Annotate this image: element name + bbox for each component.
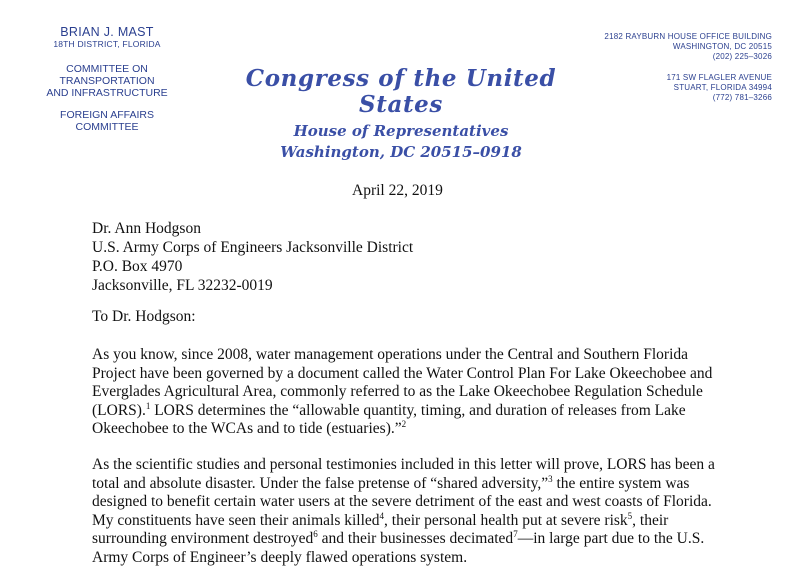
footnote-ref-7: 7 [513,529,518,540]
committee-foreign-affairs-line2: COMMITTEE [75,121,139,133]
p2-text-4: , their surrounding environment destroyed [92,511,669,548]
congress-title: Congress of the United States [245,65,557,118]
body-paragraph-1 [92,346,732,439]
p2-text-1: As the scientific studies and personal testimonies included in this letter will prove, LORS has been a total and absolute disaster. Under the false pretense of “shared adversity,” [92,456,715,492]
letterhead-center [236,66,566,162]
letter-date: April 22, 2019 [352,182,443,199]
washington-address: Washington, DC 20515–0918 [280,143,522,161]
recipient-po-box: P.O. Box 4970 [92,258,183,275]
p1-text-1: As you know, since 2008, water management operations under the Central and Southern Florida Project have been governed by a document called the Water Control Plan For Lake Okeechobee and Everglades Agricultural Area, commonly referred to as the Lake Okeechobee Regulation Schedule (LORS). [92,346,713,419]
dc-office-line2: WASHINGTON, DC 20515 [672,42,772,51]
p2-text-3: , their personal health put at severe risk [384,511,628,529]
member-name: BRIAN J. MAST [60,25,154,39]
letterhead-left [22,26,192,133]
footnote-ref-2: 2 [401,419,407,430]
footnote-ref-1: 1 [145,400,151,411]
recipient-city: Jacksonville, FL 32232-0019 [92,277,273,294]
salutation: To Dr. Hodgson: [92,308,196,325]
dc-office-line1: 2182 RAYBURN HOUSE OFFICE BUILDING [604,32,772,41]
footnote-ref-4: 4 [379,510,385,521]
committee-transportation-line1: COMMITTEE ON TRANSPORTATION [59,63,155,87]
recipient-address [92,219,413,295]
footnote-ref-3: 3 [548,473,553,484]
district-office-line1: 171 SW FLAGLER AVENUE [666,73,772,82]
committee-transportation-line2: AND INFRASTRUCTURE [46,87,168,99]
body-paragraph-2 [92,456,732,568]
district-office-phone: (772) 781–3266 [712,93,772,102]
dc-office-phone: (202) 225–3026 [712,52,772,61]
p2-text-6: —in large part due to the U.S. Army Corps of Engineer’s deeply flawed operations system. [92,530,705,566]
recipient-name: Dr. Ann Hodgson [92,220,201,237]
p1-text-2: LORS determines the “allowable quantity, timing, and duration of releases from Lake Okeechobee to the WCAs and to tide (estuaries).” [92,401,686,438]
recipient-org: U.S. Army Corps of Engineers Jacksonville District [92,239,414,256]
district-office-line2: STUART, FLORIDA 34994 [673,83,772,92]
house-title: House of Representatives [293,122,509,140]
p2-text-5: and their businesses decimated [317,530,514,548]
p2-text-2: the entire system was designed to benefit certain water users at the severe detriment of the east and west coasts of Florida. My constituents have seen their animals killed [92,474,712,529]
committee-foreign-affairs-line1: FOREIGN AFFAIRS [60,109,154,121]
member-district: 18TH DISTRICT, FLORIDA [53,39,161,49]
footnote-ref-6: 6 [313,529,318,540]
footnote-ref-5: 5 [627,510,633,521]
letterhead-right [592,32,772,103]
